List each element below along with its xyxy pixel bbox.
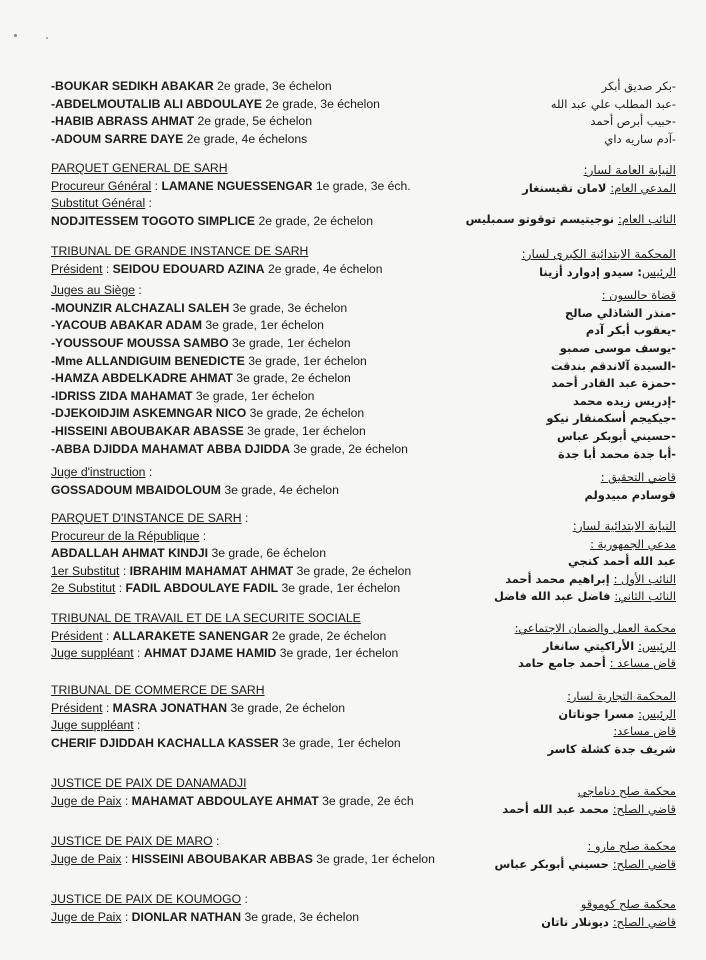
scan-speck: [46, 37, 48, 39]
arabic-parquet-instance-section: [446, 518, 676, 606]
section-title: محكمة صلح مارو :: [587, 839, 676, 853]
parquet-instance-section: PARQUET D'INSTANCE DE SARH : Procureur de la République : ABDALLAH AHMAT KINDJI 3e grade, 6e échelon 1er Substitut : IBRAHIM MAHAMAT AHMAT 3e grade, 2e échelon 2e Substitut : FADIL ABDOULAYE FADIL 3e grade, 1er échelon: [51, 510, 491, 598]
list-item: -بكر صديق أبكر: [601, 79, 676, 93]
section-title: محكمة صلح دناماجي: [577, 784, 676, 798]
list-item: النائب الثاني: فاضل عبد الله فاضل: [493, 589, 676, 604]
section-title: JUSTICE DE PAIX DE KOUMOGO: [51, 892, 242, 906]
list-item: -MOUNZIR ALCHAZALI SALEH 3e grade, 3e échelon: [51, 300, 348, 315]
list-item: Juge d'instruction :: [51, 465, 153, 480]
list-item: Président : SEIDOU EDOUARD AZINA 2e grade, 4e échelon: [51, 261, 383, 276]
section-title: PARQUET GENERAL DE SARH: [51, 161, 228, 175]
list-item: 2e Substitut : FADIL ABDOULAYE FADIL 3e grade, 1er échelon: [51, 581, 401, 596]
list-item: Juge de Paix : MAHAMAT ABDOULAYE AHMAT 3e grade, 2e éch: [51, 793, 414, 808]
tribunal-travail-section: [51, 610, 491, 663]
list-item: -حبيب أبرص أحمد: [590, 114, 676, 129]
list-item: -DJEKOIDJIM ASKEMNGAR NICO 3e grade, 2e échelon: [51, 406, 365, 421]
arabic-parquet-general-section: [446, 162, 676, 229]
list-item: -إدريس زيده محمد: [573, 393, 676, 408]
list-item: Juge suppléant : AHMAT DJAME HAMID 3e grade, 1er échelon: [51, 646, 399, 661]
list-item: مدعي الجمهورية :: [590, 536, 676, 551]
section-title: PARQUET D'INSTANCE DE SARH: [51, 511, 242, 525]
section-title: محكمة العمل والضمان الاجتماعي:: [514, 621, 676, 635]
list-item: -جيكيجم أسكمنقار نيكو: [546, 411, 676, 426]
list-item: -HISSEINI ABOUBAKAR ABASSE 3e grade, 1er échelon: [51, 423, 366, 438]
list-item: قاضي الصلح: ديونلار ناتان: [541, 914, 676, 929]
list-item: -ABDELMOUTALIB ALI ABDOULAYE 2e grade, 3e échelon: [51, 96, 380, 111]
list-item: -ABBA DJIDDA MAHAMAT ABBA DJIDDA 3e grade, 2e échelon: [51, 441, 408, 456]
list-item: Juge de Paix : DIONLAR NATHAN 3e grade, 3e échelon: [51, 909, 359, 924]
section-title: النيابة الابتدائية لسار:: [572, 519, 676, 533]
list-item: Procureur Général : LAMANE NGUESSENGAR 1e grade, 3e éch.: [51, 178, 411, 193]
list-item: -السيدة آلاندقم بندقت: [550, 358, 676, 373]
arabic-danamadji-section: [446, 783, 676, 818]
list-item: GOSSADOUM MBAIDOLOUM 3e grade, 4e échelon: [51, 482, 339, 497]
list-item: -BOUKAR SEDIKH ABAKAR 2e grade, 3e échelon: [51, 79, 332, 93]
list-item: المدعي العام: لامان نقيسنغار: [522, 180, 676, 195]
list-item: -ADOUM SARRE DAYE 2e grade, 4e échelons: [51, 131, 308, 146]
list-item: Juges au Siège :: [51, 283, 142, 298]
list-item: -YACOUB ABAKAR ADAM 3e grade, 1er échelon: [51, 318, 324, 333]
list-item: -حسيني أبوبكر عباس: [556, 428, 676, 443]
parquet-general-section: [51, 160, 491, 230]
list-item: قاض مساعد:: [613, 724, 676, 739]
list-item: -عبد المطلب علي عبد الله: [550, 96, 676, 111]
arabic-koumogo-section: [446, 896, 676, 931]
list-item: Président : MASRA JONATHAN 3e grade, 2e échelon: [51, 700, 346, 715]
list-item: عبد الله أحمد كنجي: [568, 554, 676, 569]
list-item: -آدم ساريه داي: [604, 131, 676, 146]
list-item: -يعقوب أبكر آدم: [585, 323, 676, 338]
list-item: الرئيس: سيدو إدوارد أزينا: [539, 264, 676, 279]
justice-paix-danamadji-section: [51, 775, 491, 810]
section-title: TRIBUNAL DE GRANDE INSTANCE DE SARH: [51, 244, 309, 258]
list-item: قاضي الصلح: حسيني أبوبكر عباس: [494, 856, 676, 871]
section-title: المحكمة التجارية لسار:: [567, 689, 676, 703]
list-item: -HABIB ABRASS AHMAT 2e grade, 5e échelon: [51, 114, 312, 129]
tribunal-commerce-section: [51, 682, 491, 752]
list-item: قوسادم مبيدولم: [584, 487, 676, 502]
list-item: قاض مساعد : أحمد جامع حامد: [518, 656, 676, 671]
list-item: قاضي التحقيق :: [600, 470, 676, 485]
list-item: Juge de Paix : HISSEINI ABOUBAKAR ABBAS 3e grade, 1er échelon: [51, 851, 435, 866]
list-item: 1er Substitut : IBRAHIM MAHAMAT AHMAT 3e grade, 2e échelon: [51, 563, 412, 578]
list-item: Juge suppléant :: [51, 718, 141, 733]
arabic-block-list: [446, 78, 676, 148]
list-item: الرئيس: الأراكيتي سانغار: [542, 638, 676, 653]
list-item: Substitut Général :: [51, 196, 152, 211]
french-block-list: [51, 78, 491, 148]
list-item: NODJITESSEM TOGOTO SIMPLICE 2e grade, 2e échelon: [51, 213, 373, 228]
list-item: CHERIF DJIDDAH KACHALLA KASSER 3e grade, 1er échelon: [51, 735, 401, 750]
tgi-section: [51, 243, 491, 499]
justice-paix-koumogo-section: JUSTICE DE PAIX DE KOUMOGO : Juge de Paix : DIONLAR NATHAN 3e grade, 3e échelon: [51, 891, 491, 926]
arabic-travail-section: [446, 620, 676, 673]
list-item: Procureur de la République :: [51, 528, 207, 543]
list-item: -حمزة عبد القادر أحمد: [551, 376, 676, 391]
list-item: -IDRISS ZIDA MAHAMAT 3e grade, 1er échelon: [51, 388, 315, 403]
list-item: قاضي الصلح: محمد عبد الله أحمد: [502, 801, 676, 816]
arabic-maro-section: [446, 838, 676, 873]
list-item: شريف جدة كشلة كاسر: [547, 741, 676, 756]
list-item: -يوسف موسى صمبو: [559, 340, 676, 355]
list-item: النائب العام: نوجيتيسم توقوتو سمبليس: [465, 212, 676, 227]
list-item: الرئيس: مسرا جوناتان: [558, 706, 676, 721]
list-item: Président : ALLARAKETE SANENGAR 2e grade, 2e échelon: [51, 628, 387, 643]
section-title: TRIBUNAL DE COMMERCE DE SARH: [51, 683, 265, 697]
scan-speck: [14, 34, 17, 37]
section-title: TRIBUNAL DE TRAVAIL ET DE LA SECURITE SOCIALE: [51, 611, 361, 625]
arabic-tgi-section: [446, 246, 676, 504]
arabic-commerce-section: [446, 688, 676, 758]
section-title: JUSTICE DE PAIX DE MARO: [51, 834, 213, 848]
list-item: قضاة جالسون :: [601, 288, 676, 303]
section-title: JUSTICE DE PAIX DE DANAMADJI: [51, 776, 247, 790]
list-item: النائب الأول : إبراهيم محمد أحمد: [505, 571, 676, 586]
list-item: -أبا جدة محمد أبا جدة: [557, 446, 676, 461]
section-title: محكمة صلح كوموقو: [580, 897, 676, 911]
list-item: ABDALLAH AHMAT KINDJI 3e grade, 6e échelon: [51, 546, 326, 561]
section-title: المحكمة الابتدائية الكبرى لسار:: [521, 247, 676, 261]
section-title: النيابة العامة لسار:: [583, 163, 676, 177]
justice-paix-maro-section: JUSTICE DE PAIX DE MARO : Juge de Paix : HISSEINI ABOUBAKAR ABBAS 3e grade, 1er échelon: [51, 833, 491, 868]
list-item: -HAMZA ABDELKADRE AHMAT 3e grade, 2e échelon: [51, 371, 351, 386]
list-item: -Mme ALLANDIGUIM BENEDICTE 3e grade, 1er échelon: [51, 353, 367, 368]
list-item: -YOUSSOUF MOUSSA SAMBO 3e grade, 1er échelon: [51, 335, 351, 350]
list-item: -منذر الشاذلي صالح: [565, 305, 676, 320]
